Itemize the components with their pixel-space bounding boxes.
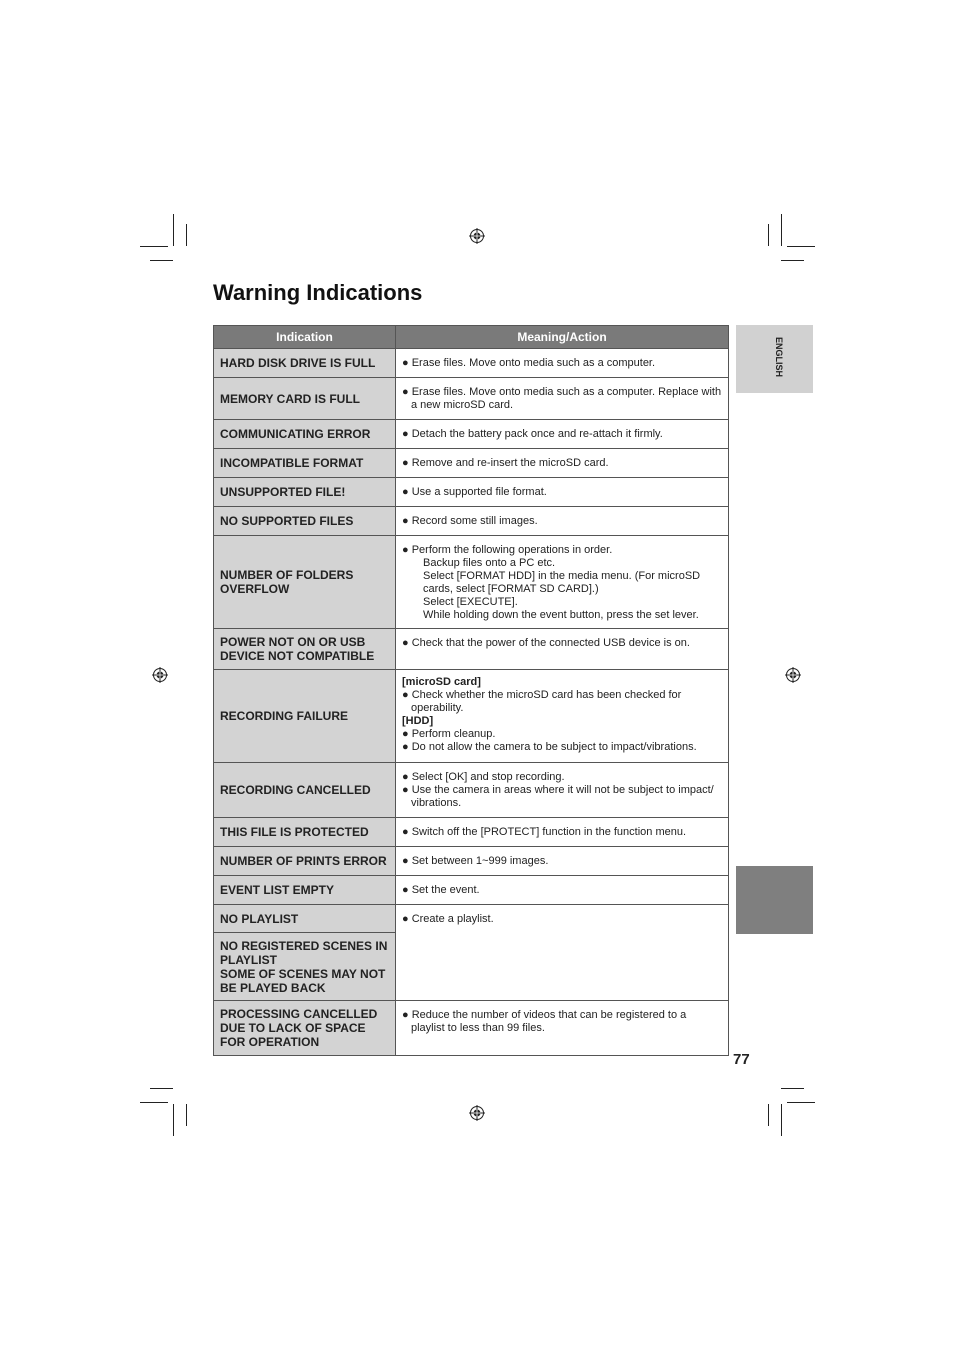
crop-mark [173,1104,174,1136]
table-row [214,378,729,420]
table-row [214,507,729,536]
meaning-cell: ● Detach the battery pack once and re-attach it firmly. [396,420,729,449]
meaning-cell: ● Use a supported file format. [396,478,729,507]
meaning-cell: ● Erase files. Move onto media such as a computer. Replace with a new microSD card. [396,378,729,420]
table-row [214,420,729,449]
crop-mark [781,214,782,246]
registration-mark-icon [152,667,168,683]
crop-mark [768,1104,769,1126]
meaning-cell: ● Perform the following operations in order. Backup files onto a PC etc. Select [FORMAT HDD] in the media menu. (For microSD cards, select [FORMAT SD CARD].) Select [EXECUTE]. While holding down the event button, press the set lever. [396,536,729,629]
language-tab-label: ENGLISH [774,337,784,378]
indication-cell: NUMBER OF PRINTS ERROR [214,847,396,876]
indication-cell: PROCESSING CANCELLED DUE TO LACK OF SPACE FOR OPERATION [214,1001,396,1056]
crop-mark [781,1088,804,1089]
crop-mark [186,1104,187,1126]
table-row [214,905,729,933]
media-label: [microSD card] [402,676,481,688]
indication-cell: RECORDING FAILURE [214,670,396,763]
step-item: Select [FORMAT HDD] in the media menu. (For microSD cards, select [FORMAT SD CARD].) [423,570,701,595]
crop-mark [787,246,815,247]
table-row [214,847,729,876]
crop-mark [173,214,174,246]
meaning-cell: ● Reduce the number of videos that can be registered to a playlist to less than 99 files. [396,1001,729,1056]
meaning-cell: ● Erase files. Move onto media such as a computer. [396,349,729,378]
meaning-cell: ● Record some still images. [396,507,729,536]
table-row [214,629,729,670]
indication-cell: NO PLAYLIST [214,905,396,933]
meaning-cell: ● Select [OK] and stop recording. ● Use the camera in areas where it will not be subject to impact/ vibrations. [396,763,729,818]
table-row [214,449,729,478]
step-item: While holding down the event button, press the set lever. [423,609,699,621]
language-tab [736,325,813,393]
table-row [214,818,729,847]
warning-table [213,325,729,1056]
crop-mark [140,246,168,247]
indication-cell: INCOMPATIBLE FORMAT [214,449,396,478]
crop-mark [768,224,769,246]
indication-cell: NO REGISTERED SCENES IN PLAYLIST SOME OF SCENES MAY NOT BE PLAYED BACK [214,933,396,1001]
column-header-meaning: Meaning/Action [396,326,729,349]
step-item: Backup files onto a PC etc. [423,557,556,569]
indication-cell: NUMBER OF FOLDERS OVERFLOW [214,536,396,629]
crop-mark [186,224,187,246]
crop-mark [787,1102,815,1103]
indication-cell: COMMUNICATING ERROR [214,420,396,449]
page-title: Warning Indications [213,280,423,305]
step-item: Select [EXECUTE]. [423,596,518,608]
table-row [214,670,729,763]
crop-mark [150,1088,173,1089]
crop-mark [781,260,804,261]
indication-cell: HARD DISK DRIVE IS FULL [214,349,396,378]
meaning-cell: ● Switch off the [PROTECT] function in the function menu. [396,818,729,847]
meaning-cell: ● Set between 1~999 images. [396,847,729,876]
table-row [214,536,729,629]
indication-cell: MEMORY CARD IS FULL [214,378,396,420]
crop-mark [140,1102,168,1103]
crop-mark [781,1104,782,1136]
table-row [214,876,729,905]
registration-mark-icon [469,1105,485,1121]
registration-mark-icon [785,667,801,683]
indication-cell: POWER NOT ON OR USB DEVICE NOT COMPATIBLE [214,629,396,670]
registration-mark-icon [469,228,485,244]
page-number: 77 [733,1051,750,1068]
section-tab [736,866,813,934]
table-row [214,349,729,378]
table-row [214,1001,729,1056]
meaning-cell: ● Remove and re-insert the microSD card. [396,449,729,478]
meaning-cell: ● Create a playlist. [396,905,729,1001]
meaning-cell: ● Set the event. [396,876,729,905]
media-label: [HDD] [402,715,434,727]
meaning-cell: [microSD card] ● Check whether the microSD card has been checked for operability. [HDD] ● Perform cleanup. ● Do not allow the camera to be subject to impact/vibrations. [396,670,729,763]
table-row [214,478,729,507]
meaning-cell: ● Check that the power of the connected USB device is on. [396,629,729,670]
indication-cell: NO SUPPORTED FILES [214,507,396,536]
indication-cell: UNSUPPORTED FILE! [214,478,396,507]
crop-mark [150,260,173,261]
indication-cell: EVENT LIST EMPTY [214,876,396,905]
indication-cell: THIS FILE IS PROTECTED [214,818,396,847]
indication-cell: RECORDING CANCELLED [214,763,396,818]
table-row [214,763,729,818]
column-header-indication: Indication [214,326,396,349]
